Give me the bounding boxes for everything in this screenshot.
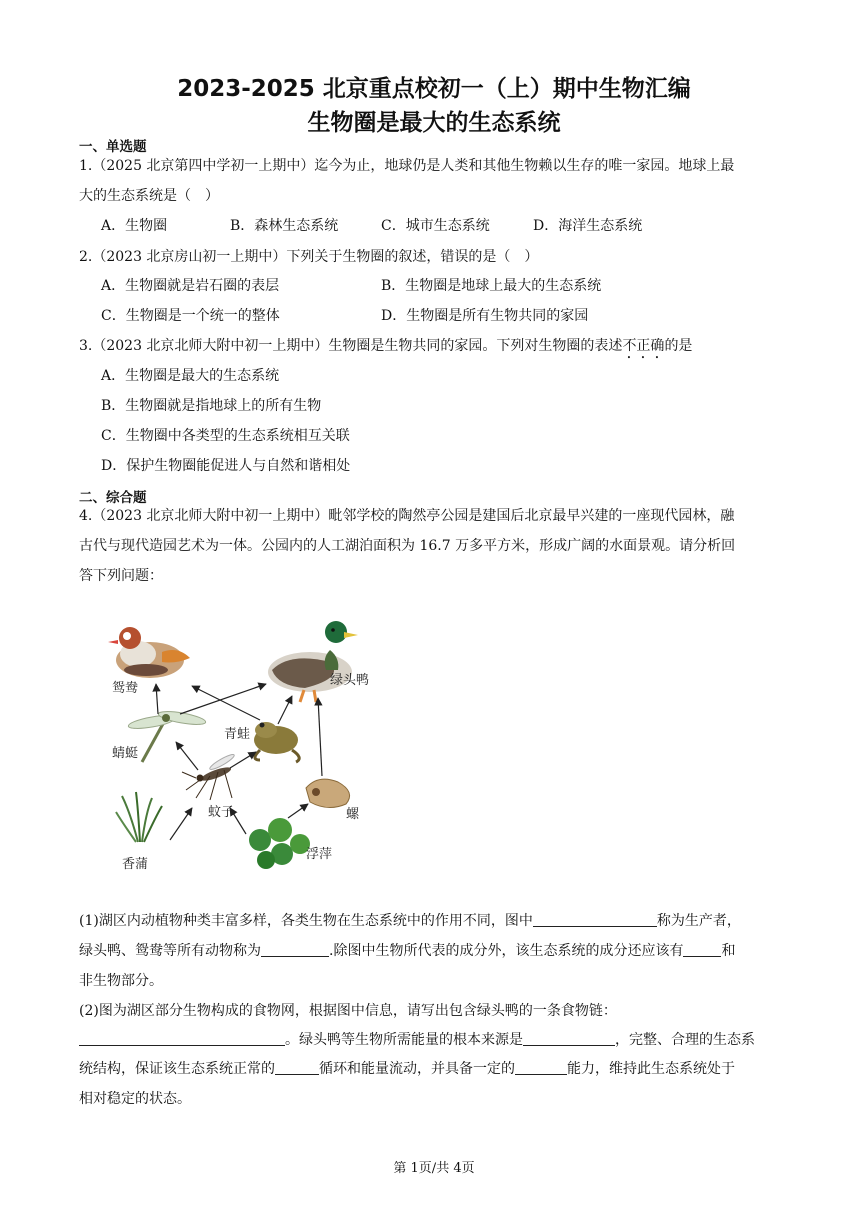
q4-stem-line3: 答下列问题： xyxy=(79,568,163,584)
arrow-dragonfly-mandarin xyxy=(156,684,158,714)
q4-sub1-line1 xyxy=(79,910,741,930)
arrow-duckweed-mosquito xyxy=(230,808,246,834)
q3-option-a: A．生物圈是最大的生态系统 xyxy=(101,368,280,384)
q1-option-d: D．海洋生态系统 xyxy=(533,218,643,234)
q4-sub1-text-b: 称为生产者， xyxy=(656,913,741,929)
q4-sub2-line3 xyxy=(79,1058,735,1078)
mallard-label: 绿头鸭 xyxy=(330,673,370,688)
dragonfly-image xyxy=(127,709,206,762)
frog-label: 青蛙 xyxy=(224,727,251,742)
q4-sub1-line3: 非生物部分。 xyxy=(79,973,163,989)
mandarin-duck-label: 鸳鸯 xyxy=(112,681,139,696)
q2-option-b: B．生物圈是地球上最大的生态系统 xyxy=(381,278,602,294)
mosquito-label: 蚊子 xyxy=(208,805,235,820)
arrow-duckweed-snail xyxy=(288,804,308,818)
section-single-choice: 一、单选题 xyxy=(79,139,147,155)
section-comprehensive: 二、综合题 xyxy=(79,490,147,506)
q4-sub1-text-d: .除图中生物所代表的成分外，该生态系统的成分还应该有 xyxy=(329,943,684,959)
q4-sub2-text-c: ，完整、合理的生态系 xyxy=(615,1032,755,1048)
snail-image xyxy=(306,779,350,807)
food-web-diagram xyxy=(100,612,380,882)
dragonfly-label: 蜻蜓 xyxy=(112,746,139,761)
answer-blank-cycle[interactable] xyxy=(275,1059,319,1075)
q4-sub2-text-d: 统结构，保证该生态系统正常的 xyxy=(79,1061,275,1077)
q4-sub2-line2 xyxy=(79,1029,755,1049)
q2-option-a: A．生物圈就是岩石圈的表层 xyxy=(101,278,280,294)
q2-stem: 2.（2023 北京房山初一上期中）下列关于生物圈的叙述，错误的是（ ） xyxy=(79,249,539,265)
q3-option-b: B．生物圈就是指地球上的所有生物 xyxy=(101,398,322,414)
q3-stem-pre: 3.（2023 北京北师大附中初一上期中）生物圈是生物共同的家园。下列对生物圈的表述 xyxy=(79,338,623,354)
cattail-label: 香蒲 xyxy=(122,857,149,872)
mandarin-duck-image xyxy=(108,627,190,678)
frog-image xyxy=(254,722,299,762)
arrow-cattail-mosquito xyxy=(170,808,192,840)
q4-sub2-line4: 相对稳定的状态。 xyxy=(79,1091,191,1107)
q4-stem-line2: 古代与现代造园艺术为一体。公园内的人工湖泊面积为 16.7 万多平方米，形成广阔的水面景观。请分析回 xyxy=(79,538,736,554)
q4-sub2-text-b: 。绿头鸭等生物所需能量的根本来源是 xyxy=(285,1032,523,1048)
q1-option-b: B．森林生态系统 xyxy=(230,218,339,234)
page-subtitle: 生物圈是最大的生态系统 xyxy=(307,110,561,136)
q3-option-d: D．保护生物圈能促进人与自然和谐相处 xyxy=(101,458,351,474)
arrow-dragonfly-mallard xyxy=(180,684,266,714)
arrow-snail-mallard xyxy=(318,698,322,776)
q1-option-a: A．生物圈 xyxy=(101,218,168,234)
q4-sub1-text-e: 和 xyxy=(721,943,736,959)
q3-option-c: C．生物圈中各类型的生态系统相互关联 xyxy=(101,428,350,444)
q2-option-d: D．生物圈是所有生物共同的家园 xyxy=(381,308,589,324)
answer-blank-food-chain[interactable] xyxy=(79,1030,285,1046)
duckweed-image xyxy=(249,818,310,869)
q4-sub1-text-a: (1)湖区内动植物种类丰富多样，各类生物在生态系统中的作用不同，图中 xyxy=(79,913,533,929)
q2-option-c: C．生物圈是一个统一的整体 xyxy=(101,308,280,324)
answer-blank-producer[interactable] xyxy=(533,911,657,927)
mallard-image xyxy=(268,621,358,702)
q1-stem-line2: 大的生态系统是（ ） xyxy=(79,188,219,204)
q4-sub2-line1: (2)图为湖区部分生物构成的食物网，根据图中信息，请写出包含绿头鸭的一条食物链： xyxy=(79,1003,617,1019)
q4-sub1-text-c: 绿头鸭、鸳鸯等所有动物称为 xyxy=(79,943,261,959)
answer-blank-energy-source[interactable] xyxy=(523,1030,615,1046)
q3-stem xyxy=(79,335,692,362)
page-footer: 第 1页/共 4页 xyxy=(393,1161,475,1176)
cattail-image xyxy=(116,792,162,842)
page-title: 2023-2025 北京重点校初一（上）期中生物汇编 xyxy=(177,76,691,102)
q4-sub2-text-e: 循环和能量流动，并具备一定的 xyxy=(319,1061,515,1077)
q3-stem-post: 的是 xyxy=(664,338,693,354)
arrow-frog-mallard xyxy=(278,696,292,724)
answer-blank-self-regulation[interactable] xyxy=(515,1059,567,1075)
snail-label: 螺 xyxy=(346,807,360,822)
arrow-mosquito-dragonfly xyxy=(176,742,198,770)
q1-stem-line1: 1.（2025 北京第四中学初一上期中）迄今为止，地球仍是人类和其他生物赖以生存的唯一家园。地球上最 xyxy=(79,158,735,174)
answer-blank-decomposer[interactable] xyxy=(683,941,721,957)
q1-option-c: C．城市生态系统 xyxy=(381,218,490,234)
duckweed-label: 浮萍 xyxy=(306,847,333,862)
answer-blank-consumer[interactable] xyxy=(261,941,329,957)
arrow-frog-mandarin xyxy=(192,686,260,720)
q4-stem-line1: 4.（2023 北京北师大附中初一上期中）毗邻学校的陶然亭公园是建国后北京最早兴建的一座现代园林，融 xyxy=(79,508,735,524)
q4-sub1-line2 xyxy=(79,940,735,960)
q4-sub2-text-f: 能力，维持此生态系统处于 xyxy=(567,1061,735,1077)
q3-stem-emphasis: 不正确 xyxy=(622,338,665,354)
